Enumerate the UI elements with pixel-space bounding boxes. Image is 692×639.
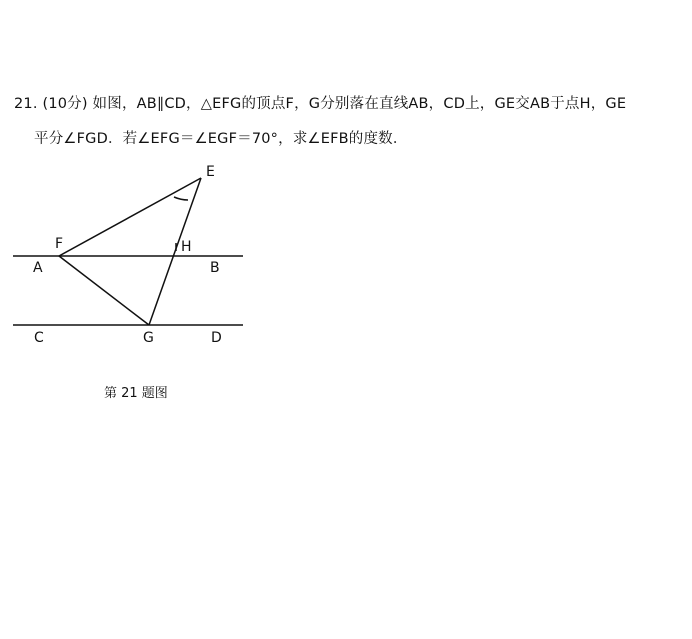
angle-mark-e — [174, 197, 188, 200]
point-h-label: H — [181, 239, 192, 255]
point-e-label: E — [206, 164, 215, 180]
point-b-label: B — [210, 260, 220, 276]
point-c-label: C — [34, 330, 44, 346]
segment-fg — [59, 256, 149, 325]
problem-text-line-2: 平分∠FGD．若∠EFG＝∠EGF＝70°，求∠EFB的度数． — [34, 131, 408, 147]
problem-text-line-1: 21. (10分) 如图，AB∥CD，△EFG的顶点F，G分别落在直线AB，CD上，GE交AB于点H，GE — [14, 96, 627, 112]
point-a-label: A — [33, 260, 43, 276]
segment-eg — [149, 178, 201, 325]
figure-caption: 第 21 题图 — [104, 386, 168, 401]
point-g-label: G — [143, 330, 154, 346]
point-f-label: F — [55, 236, 64, 252]
segment-fe — [59, 178, 201, 256]
point-d-label: D — [211, 330, 222, 346]
